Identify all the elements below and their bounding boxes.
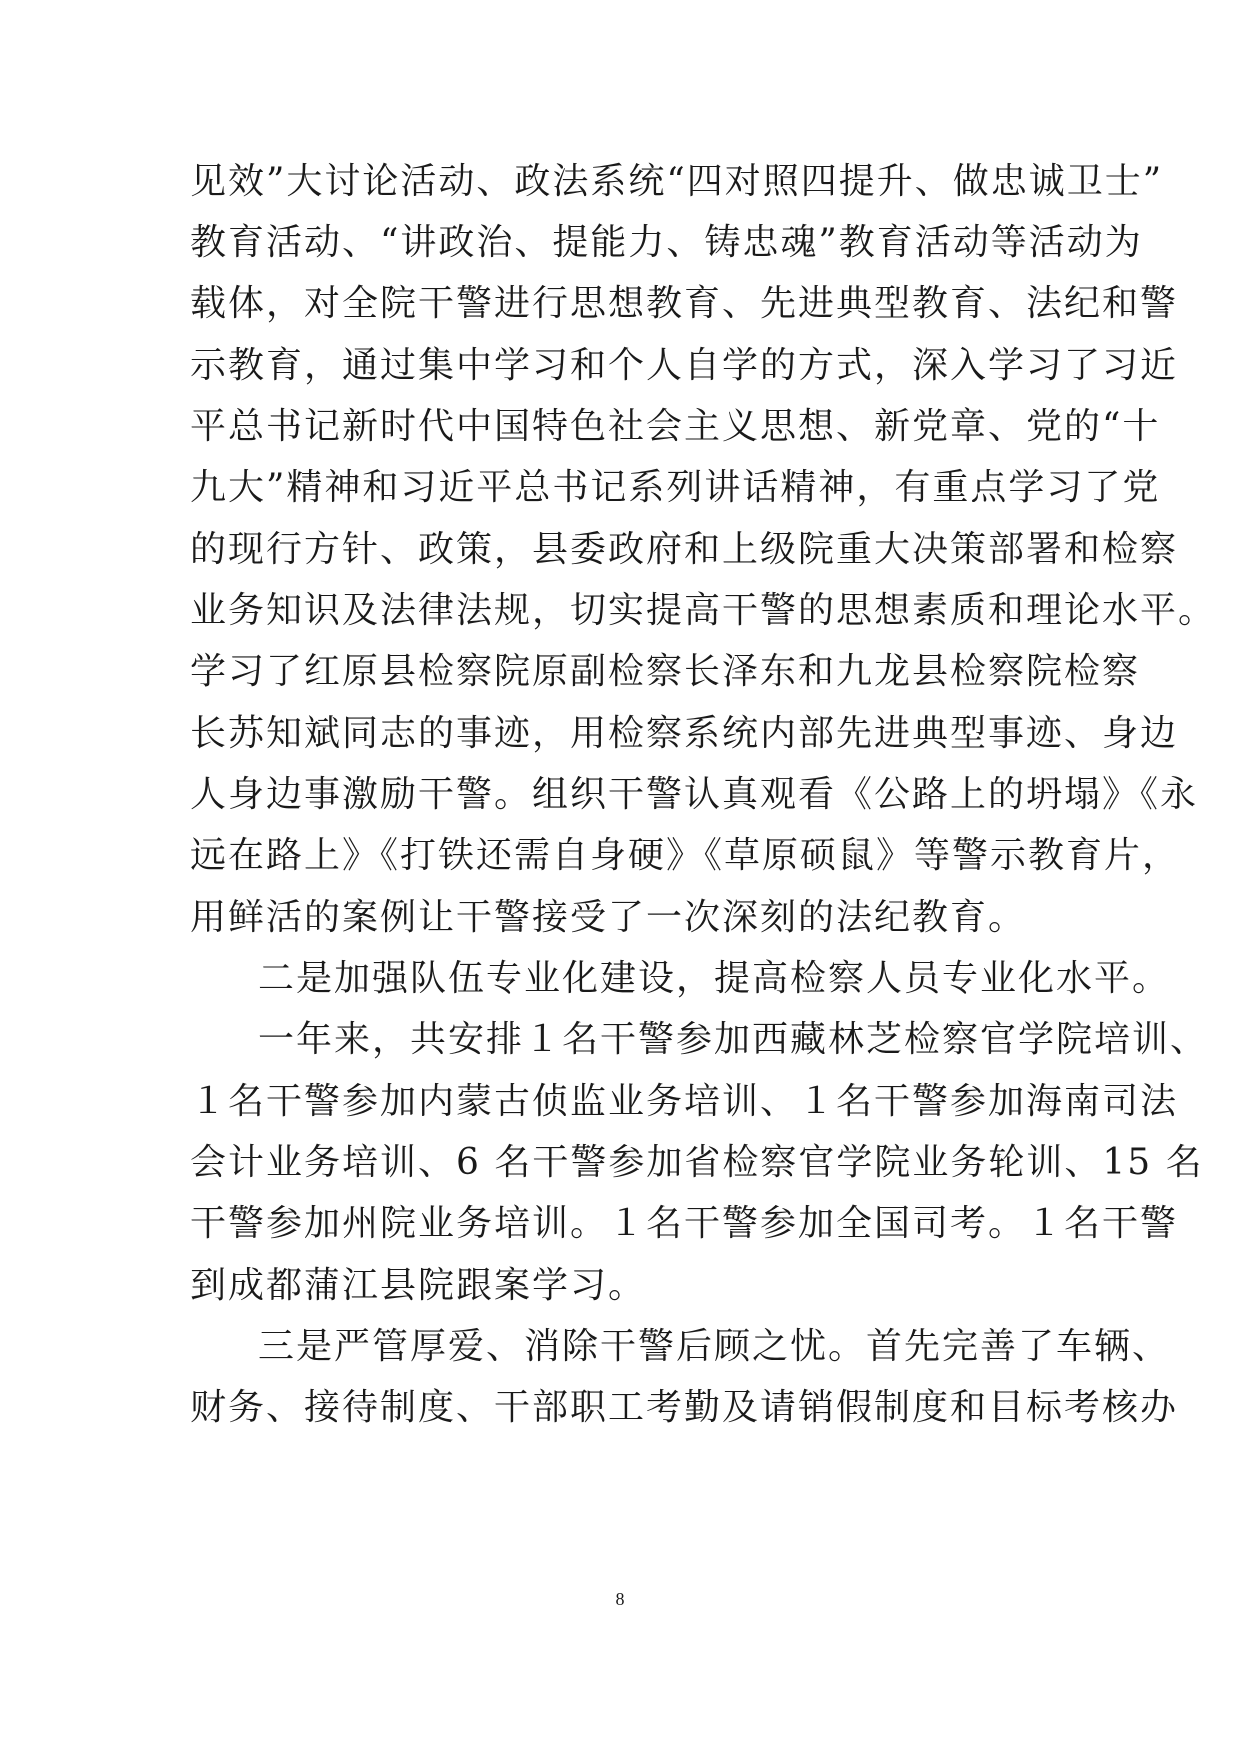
text-line: 教育活动、“讲政治、提能力、铸忠魂”教育活动等活动为: [190, 222, 1143, 263]
text-line: 学习了红原县检察院原副检察长泽东和九龙县检察院检察: [190, 651, 1141, 692]
text-line: 载体，对全院干警进行思想教育、先进典型教育、法纪和警: [190, 283, 1179, 324]
text-line: 平总书记新时代中国特色社会主义思想、新党章、党的“十: [190, 406, 1161, 447]
text-line: 九大”精神和习近平总书记系列讲话精神，有重点学习了党: [190, 467, 1161, 508]
text-line: 用鲜活的案例让干警接受了一次深刻的法纪教育。: [190, 897, 1027, 938]
text-line: 人身边事激励干警。组织干警认真观看《公路上的坍塌》《永: [190, 774, 1199, 815]
page-number: 8: [615, 1589, 625, 1609]
paragraph-start-line: 三是严管厚爱、消除干警后顾之忧。首先完善了车辆、: [258, 1326, 1171, 1367]
paragraph-start-line: 二是加强队伍专业化建设，提高检察人员专业化水平。: [258, 958, 1171, 999]
text-line: 财务、接待制度、干部职工考勤及请销假制度和目标考核办: [190, 1387, 1179, 1428]
text-line: 干警参加州院业务培训。１名干警参加全国司考。１名干警: [190, 1203, 1179, 1244]
text-line: 会计业务培训、6 名干警参加省检察官学院业务轮训、15 名: [190, 1142, 1204, 1183]
text-line: 业务知识及法律法规，切实提高干警的思想素质和理论水平。: [190, 590, 1217, 631]
text-line: 的现行方针、政策，县委政府和上级院重大决策部署和检察: [190, 529, 1179, 570]
text-line: 长苏知斌同志的事迹，用检察系统内部先进典型事迹、身边: [190, 713, 1179, 754]
text-line: 示教育，通过集中学习和个人自学的方式，深入学习了习近: [190, 345, 1179, 386]
text-line: 到成都蒲江县院跟案学习。: [190, 1265, 647, 1306]
text-line: 远在路上》《打铁还需自身硬》《草原硕鼠》等警示教育片，: [190, 835, 1181, 876]
text-line: 见效”大讨论活动、政法系统“四对照四提升、做忠诚卫士”: [190, 161, 1164, 202]
text-line: １名干警参加内蒙古侦监业务培训、１名干警参加海南司法: [190, 1081, 1179, 1122]
paragraph-start-line: 一年来，共安排１名干警参加西藏林芝检察官学院培训、: [258, 1019, 1209, 1060]
